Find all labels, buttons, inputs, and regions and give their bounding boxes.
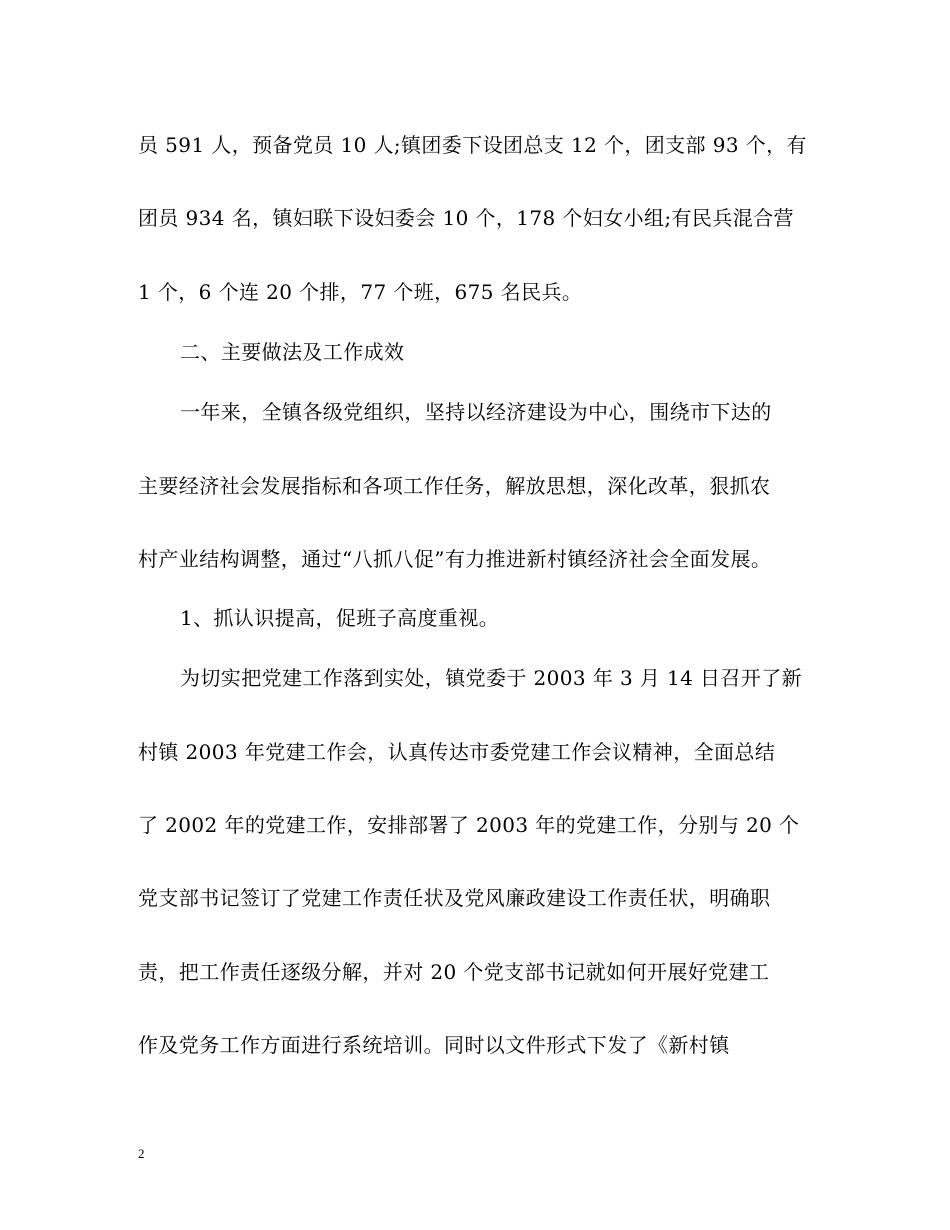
section-heading: 二、主要做法及工作成效 <box>180 340 405 364</box>
text-line: 一年来，全镇各级党组织，坚持以经济建设为中心，围绕市下达的 <box>180 400 772 424</box>
text-line: 主要经济社会发展指标和各项工作任务，解放思想，深化改革，狠抓农 <box>138 474 771 498</box>
page-number: 2 <box>138 1146 145 1161</box>
subsection-heading: 1、抓认识提高，促班子高度重视。 <box>180 606 500 630</box>
text-line: 1 个，6 个连 20 个排，77 个班，675 名民兵。 <box>138 280 583 304</box>
text-line: 员 591 人，预备党员 10 人;镇团委下设团总支 12 个，团支部 93 个，有 <box>138 133 807 157</box>
text-line: 责，把工作责任逐级分解，并对 20 个党支部书记就如何开展好党建工 <box>138 960 770 984</box>
text-line: 为切实把党建工作落到实处，镇党委于 2003 年 3 月 14 日召开了新 <box>180 666 803 690</box>
text-line: 党支部书记签订了党建工作责任状及党风廉政建设工作责任状，明确职 <box>138 886 771 910</box>
text-line: 团员 934 名，镇妇联下设妇委会 10 个，178 个妇女小组;有民兵混合营 <box>138 206 794 230</box>
text-line: 村产业结构调整，通过“八抓八促”有力推进新村镇经济社会全面发展。 <box>138 547 772 571</box>
text-line: 村镇 2003 年党建工作会，认真传达市委党建工作会议精神，全面总结 <box>138 740 776 764</box>
text-line: 作及党务工作方面进行系统培训。同时以文件形式下发了《新村镇 <box>138 1033 730 1057</box>
text-line: 了 2002 年的党建工作，安排部署了 2003 年的党建工作，分别与 20 个 <box>138 813 800 837</box>
